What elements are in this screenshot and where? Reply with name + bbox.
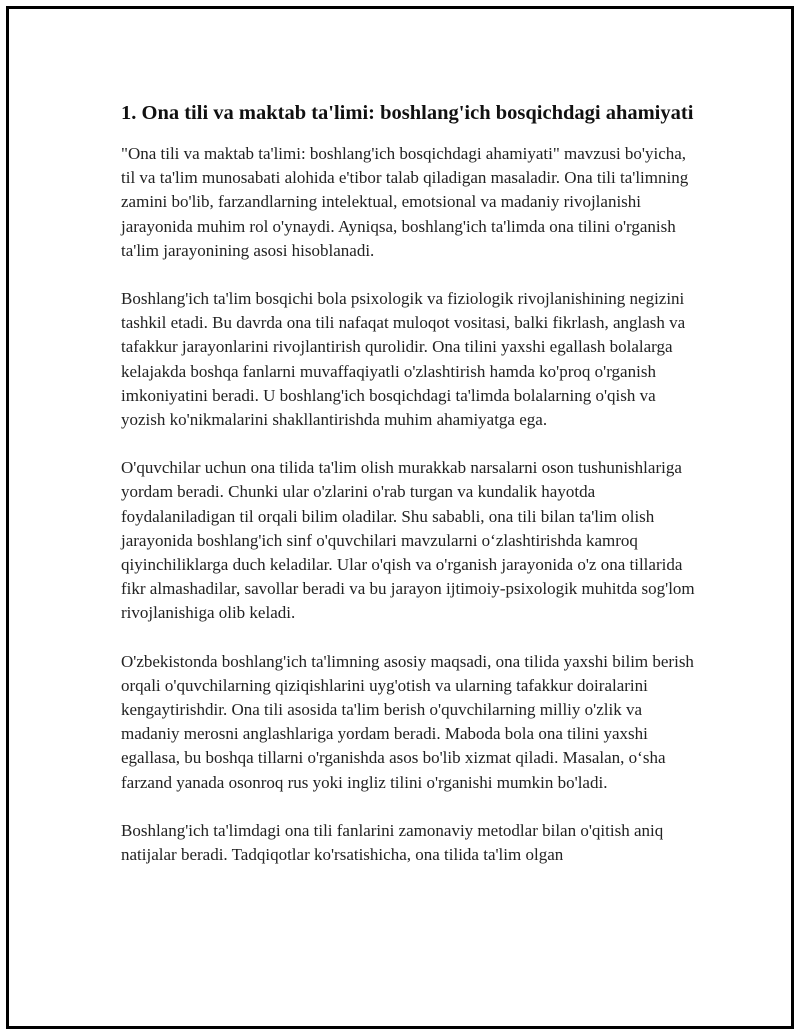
paragraph-4: O'zbekistonda boshlang'ich ta'limning asosiy maqsadi, ona tilida yaxshi bilim berish orqali o'quvchilarning qiziqishlarini uyg'otish va ularning tafakkur doiralarini kengaytirishdir. Ona tili asosida ta'lim berish o'quvchilarning milliy o'zlik va madaniy merosni anglashlariga yordam beradi. Maboda bola ona tilini yaxshi egallasa, bu boshqa tillarni o'rganishda asos bo'lib xizmat qiladi. Masalan, o‘sha farzand yanada osonroq rus yoki ingliz tilini o'rganishi mumkin bo'ladi.: [121, 651, 694, 792]
paragraph-2: Boshlang'ich ta'lim bosqichi bola psixologik va fiziologik rivojlanishining negizini tashkil etadi. Bu davrda ona tili nafaqat muloqot vositasi, balki fikrlash, anglash va tafakkur jarayonlarini rivojlantirish qurolidir. Ona tilini yaxshi egallash bolalarga kelajakda boshqa fanlarni muvaffaqiyatli o'zlashtirish hamda ko'proq o'rganish imkoniyatini beradi. U boshlang'ich bosqichdagi ta'limda bolalarning o'qish va yozish ko'nikmalarini shakllantirishda muhim ahamiyatga ega.: [121, 289, 686, 430]
page-frame: [6, 6, 794, 1029]
section-heading: 1. Ona tili va maktab ta'limi: boshlang'ich bosqichdagi ahamiyati: [121, 102, 694, 124]
paragraph-3: O'quvchilar uchun ona tilida ta'lim olish murakkab narsalarni oson tushunishlariga yordam beradi. Chunki ular o'zlarini o'rab turgan va kundalik hayotda foydalaniladigan til orqali bilim oladilar. Shu sababli, ona tili bilan ta'lim olish jarayonida boshlang'ich sinf o'quvchilari mavzularni o‘zlashtirishda kamroq qiyinchiliklarga duch keladilar. Ular o'qish va o'rganish jarayonida o'z ona tillarida fikr almashadilar, savollar beradi va bu jarayon ijtimoiy-psixologik muhitda sog'lom rivojlanishiga olib keladi.: [121, 458, 695, 623]
paragraph-1: "Ona tili va maktab ta'limi: boshlang'ich bosqichdagi ahamiyati" mavzusi bo'yicha, til va ta'lim munosabati alohida e'tibor talab qiladigan masaladir. Ona tili ta'limning zamini bo'lib, farzandlarning intelektual, emotsional va madaniy rivojlanishi jarayonida muhim rol o'ynaydi. Ayniqsa, boshlang'ich ta'limda ona tilini o'rganish ta'lim jarayonining asosi hisoblanadi.: [121, 144, 689, 260]
document-body: [121, 100, 701, 891]
paragraph-5: Boshlang'ich ta'limdagi ona tili fanlarini zamonaviy metodlar bilan o'qitish aniq natijalar beradi. Tadqiqotlar ko'rsatishicha, ona tilida ta'lim olgan: [121, 820, 664, 865]
